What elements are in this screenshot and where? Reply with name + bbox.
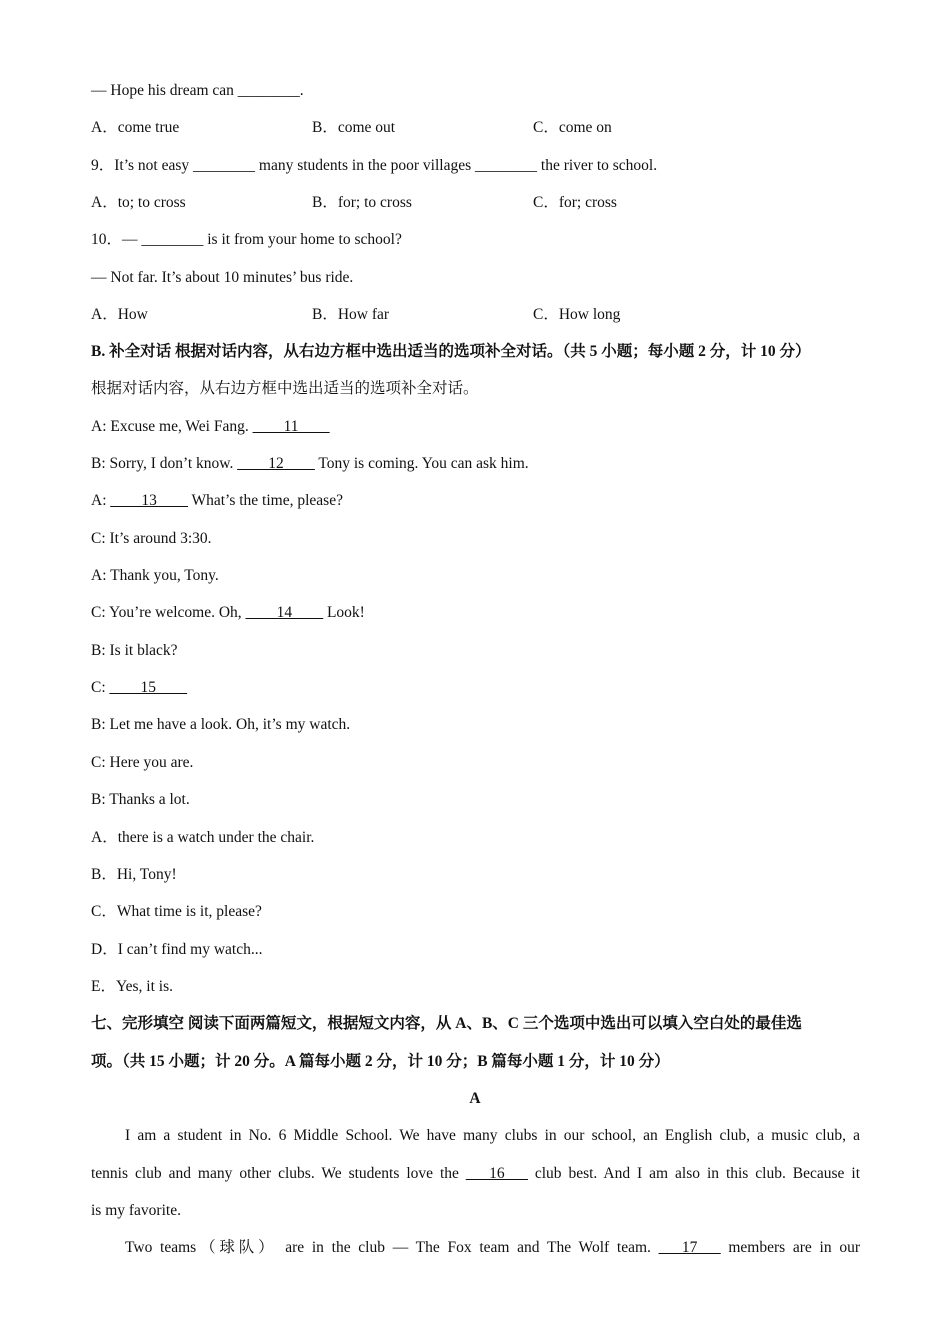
passage-line-4-text: Two teams（球队） are in the club — The Fox team and The Wolf team. bbox=[125, 1239, 659, 1256]
q10-option-b: B．How far bbox=[312, 306, 390, 323]
q9-option-a: A．to; to cross bbox=[91, 194, 186, 211]
passage-title: A bbox=[469, 1090, 481, 1107]
blank-12: ____12____ bbox=[237, 455, 315, 472]
q10-option-a: A．How bbox=[91, 306, 148, 323]
passage-line-1: I am a student in No. 6 Middle School. We have many clubs in our school, an English club, a music club, a bbox=[125, 1127, 860, 1144]
blank-13: ____13____ bbox=[110, 492, 188, 509]
blank-15: ____15____ bbox=[109, 679, 188, 696]
blank-11: ____11____ bbox=[252, 418, 330, 435]
dialogue-line-4: C: It’s around 3:30. bbox=[91, 530, 212, 547]
dialogue-line-3-text: A: bbox=[91, 492, 111, 509]
blank-14: ____14____ bbox=[245, 604, 324, 621]
dialogue-line-6 bbox=[91, 603, 365, 623]
dialogue-line-2 bbox=[91, 454, 529, 474]
choice-c: C．What time is it, please? bbox=[91, 903, 262, 920]
dialogue-line-9: B: Let me have a look. Oh, it’s my watch. bbox=[91, 716, 351, 733]
blank-17: ___17___ bbox=[658, 1239, 721, 1256]
dialogue-line-3-suffix: What’s the time, please? bbox=[187, 492, 343, 509]
dialogue-line-10: C: Here you are. bbox=[91, 754, 194, 771]
passage-line-2 bbox=[91, 1164, 860, 1184]
dialogue-line-1-text: A: Excuse me, Wei Fang. bbox=[91, 418, 253, 435]
q8-option-c: C．come on bbox=[533, 119, 612, 136]
q8-option-a: A．come true bbox=[91, 119, 180, 136]
choice-a: A．there is a watch under the chair. bbox=[91, 829, 315, 846]
section-b-instruction: 根据对话内容，从右边方框中选出适当的选项补全对话。 bbox=[91, 380, 479, 397]
q10-stem: 10．— ________ is it from your home to school? bbox=[91, 231, 402, 248]
dialogue-line-8-text: C: bbox=[91, 679, 110, 696]
dialogue-line-6-suffix: Look! bbox=[323, 604, 365, 621]
q10-answer-line: — Not far. It’s about 10 minutes’ bus ride. bbox=[91, 269, 354, 286]
dialogue-line-11: B: Thanks a lot. bbox=[91, 791, 190, 808]
passage-line-3: is my favorite. bbox=[91, 1202, 181, 1219]
passage-line-2-suffix: club best. And I am also in this club. Because it bbox=[527, 1165, 860, 1182]
q9-option-c: C．for; cross bbox=[533, 194, 617, 211]
section-7-heading-line-1: 七、完形填空 阅读下面两篇短文，根据短文内容，从 A、B、C 三个选项中选出可以填入空白处的最佳选 bbox=[91, 1015, 802, 1032]
dialogue-line-7: B: Is it black? bbox=[91, 642, 178, 659]
dialogue-line-2-text: B: Sorry, I don’t know. bbox=[91, 455, 238, 472]
section-7-heading-line-2: 项。（共 15 小题；计 20 分。A 篇每小题 2 分，计 10 分；B 篇每小题 1 分，计 10 分） bbox=[91, 1053, 670, 1070]
passage-line-2-text: tennis club and many other clubs. We students love the bbox=[91, 1165, 466, 1182]
dialogue-line-2-suffix: Tony is coming. You can ask him. bbox=[314, 455, 529, 472]
q9-option-b: B．for; to cross bbox=[312, 194, 412, 211]
choice-b: B．Hi, Tony! bbox=[91, 866, 177, 883]
choice-d: D．I can’t find my watch... bbox=[91, 941, 263, 958]
section-b-heading: B. 补全对话 根据对话内容，从右边方框中选出适当的选项补全对话。（共 5 小题；每小题 2 分，计 10 分） bbox=[91, 343, 811, 360]
dialogue-line-5: A: Thank you, Tony. bbox=[91, 567, 219, 584]
blank-16: ___16___ bbox=[465, 1165, 528, 1182]
q9-stem: 9．It’s not easy ________ many students in the poor villages ________ the river to school. bbox=[91, 157, 658, 174]
q10-option-c: C．How long bbox=[533, 306, 621, 323]
dialogue-line-8 bbox=[91, 678, 187, 698]
choice-e: E．Yes, it is. bbox=[91, 978, 173, 995]
passage-line-4 bbox=[125, 1238, 860, 1258]
dialogue-line-3 bbox=[91, 491, 343, 511]
passage-line-4-suffix: members are in our bbox=[720, 1239, 860, 1256]
q8-answer-line: — Hope his dream can ________. bbox=[91, 82, 304, 99]
dialogue-line-6-text: C: You’re welcome. Oh, bbox=[91, 604, 246, 621]
q8-option-b: B．come out bbox=[312, 119, 396, 136]
dialogue-line-1 bbox=[91, 417, 330, 437]
